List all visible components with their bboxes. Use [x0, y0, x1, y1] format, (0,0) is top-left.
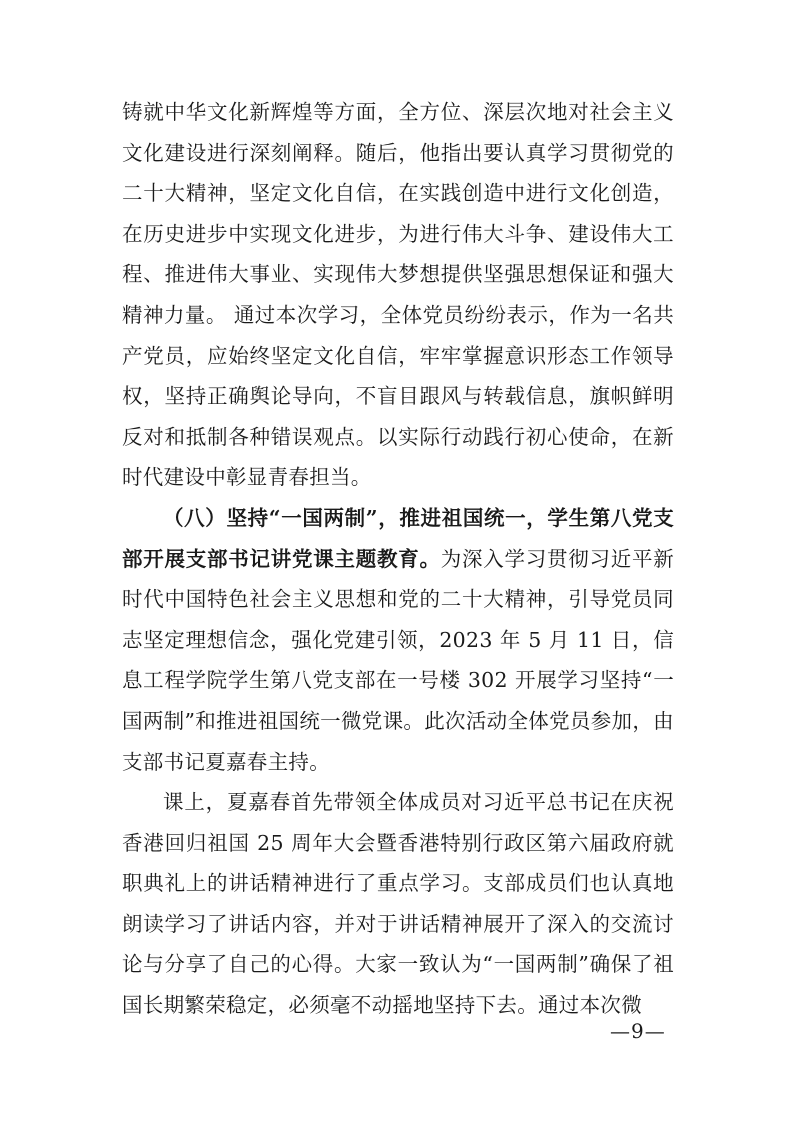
- paragraph-1: [122, 92, 674, 498]
- document-body: [122, 92, 674, 1026]
- page-number: —9—: [610, 1019, 666, 1043]
- paragraph-2: [122, 498, 674, 782]
- paragraph-1-text: 铸就中华文化新辉煌等方面，全方位、深层次地对社会主义文化建设进行深刻阐释。随后，他指出要认真学习贯彻党的二十大精神，坚定文化自信，在实践创造中进行文化创造，在历史进步中实现文化进步，为进行伟大斗争、建设伟大工程、推进伟大事业、实现伟大梦想提供坚强思想保证和强大精神力量。 通过本次学习，全体党员纷纷表示，作为一名共产党员，应始终坚定文化自信，牢牢掌握意识形态工作领导权，坚持正确舆论导向，不盲目跟风与转载信息，旗帜鲜明反对和抵制各种错误观点。以实际行动践行初心使命，在新时代建设中彰显青春担当。: [122, 100, 674, 490]
- section-heading: （八）坚持“一国两制”，推进祖国统一，学生第八党支部开展支部书记讲党课主题教育。: [122, 505, 674, 571]
- paragraph-3-text: 课上，夏嘉春首先带领全体成员对习近平总书记在庆祝香港回归祖国 25 周年大会暨香港特别行政区第六届政府就职典礼上的讲话精神进行了重点学习。支部成员们也认真地朗读学习了讲话内容，并对于讲话精神展开了深入的交流讨论与分享了自己的心得。大家一致认为“一国两制”确保了祖国长期繁荣稳定，必须毫不动摇地坚持下去。通过本次微: [122, 790, 674, 1018]
- paragraph-2-text: 为深入学习贯彻习近平新时代中国特色社会主义思想和党的二十大精神，引导党员同志坚定理想信念，强化党建引领，2023 年 5 月 11 日，信息工程学院学生第八党支部在一号楼 302 开展学习坚持“一国两制”和推进祖国统一微党课。此次活动全体党员参加，由支部书记夏嘉春主持。: [122, 546, 674, 774]
- paragraph-3: [122, 782, 674, 1026]
